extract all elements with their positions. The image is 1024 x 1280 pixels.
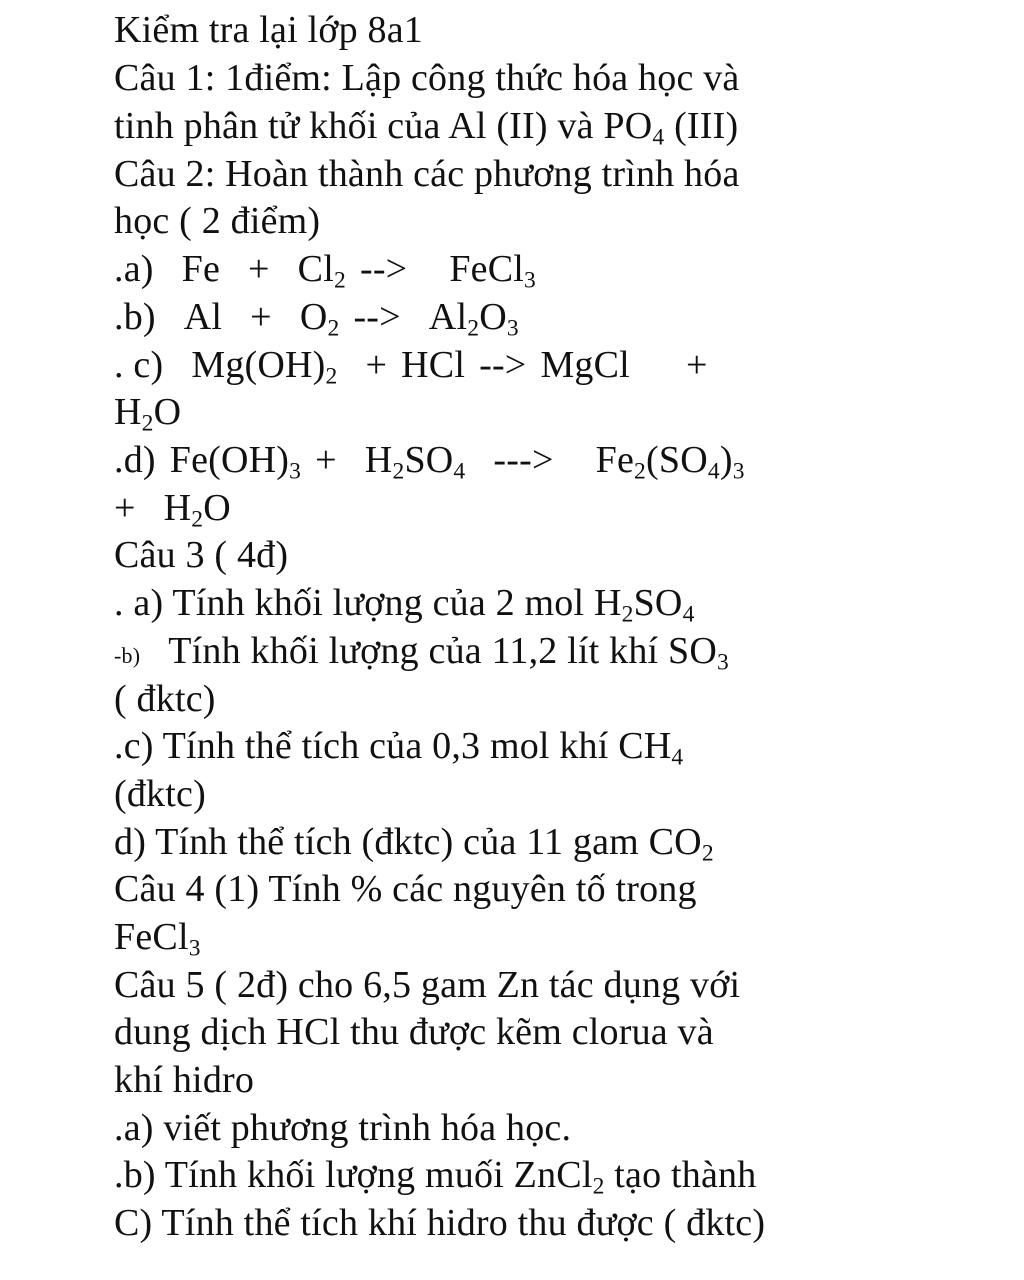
- q5-part-b: .b) Tính khối lượng muối ZnCl$_2$ tạo thành: [114, 1154, 757, 1200]
- q2-equation-b: .b) $Al + O_2$ --> $Al_2O_3$: [114, 296, 519, 342]
- q2-line-1: Câu 2: Hoàn thành các phương trình hóa: [114, 153, 740, 195]
- q2-equation-c: . c) $Mg(OH)_2$ + HCl --> MgCl +: [114, 344, 708, 390]
- q4-line-2: FeCl$_3$: [114, 916, 201, 962]
- q3-heading: Câu 3 ( 4đ): [114, 534, 289, 576]
- q5-part-a: .a) viết phương trình hóa học.: [114, 1107, 572, 1149]
- q3-part-a: . a) Tính khối lượng của 2 mol $H_2SO_4$: [114, 582, 695, 628]
- q5-part-c: C) Tính thể tích khí hidro thu được ( đktc): [114, 1202, 766, 1244]
- q5-line-3: khí hidro: [114, 1059, 255, 1101]
- q3-part-c: .c) Tính thể tích của 0,3 mol khí $CH_4$: [114, 725, 684, 771]
- q1-line-2: tinh phân tử khối của Al (II) và $PO_4$ (III): [114, 105, 739, 151]
- q5-line-1: Câu 5 ( 2đ) cho 6,5 gam Zn tác dụng với: [114, 964, 741, 1006]
- q2-equation-a: .a) $Fe + Cl_2$ --> FeCl$_3$: [114, 248, 537, 294]
- q3-part-b-cont: ( đktc): [114, 678, 216, 720]
- q4-line-1: Câu 4 (1) Tính % các nguyên tố trong: [114, 868, 697, 910]
- q3-part-d: d) Tính thể tích (đktc) của 11 gam $CO_2$: [114, 821, 714, 867]
- q2-equation-d: .d) $Fe(OH)_3 + H_2SO_4$ ---> $Fe_2(SO_4)_3$: [114, 439, 745, 485]
- title: Kiểm tra lại lớp 8a1: [114, 9, 424, 51]
- q2-equation-d-cont: + $H_2O$: [114, 487, 231, 533]
- q2-equation-c-cont: $H_2O$: [114, 391, 182, 437]
- q3-part-c-cont: (đktc): [114, 773, 206, 815]
- q2-line-2: học ( 2 điểm): [114, 200, 321, 242]
- q1-line-1: Câu 1: 1điểm: Lập công thức hóa học và: [114, 57, 740, 99]
- q3-part-b: -b) Tính khối lượng của 11,2 lít khí $SO_3$: [114, 630, 729, 676]
- q5-line-2: dung dịch HCl thu được kẽm clorua và: [114, 1011, 714, 1053]
